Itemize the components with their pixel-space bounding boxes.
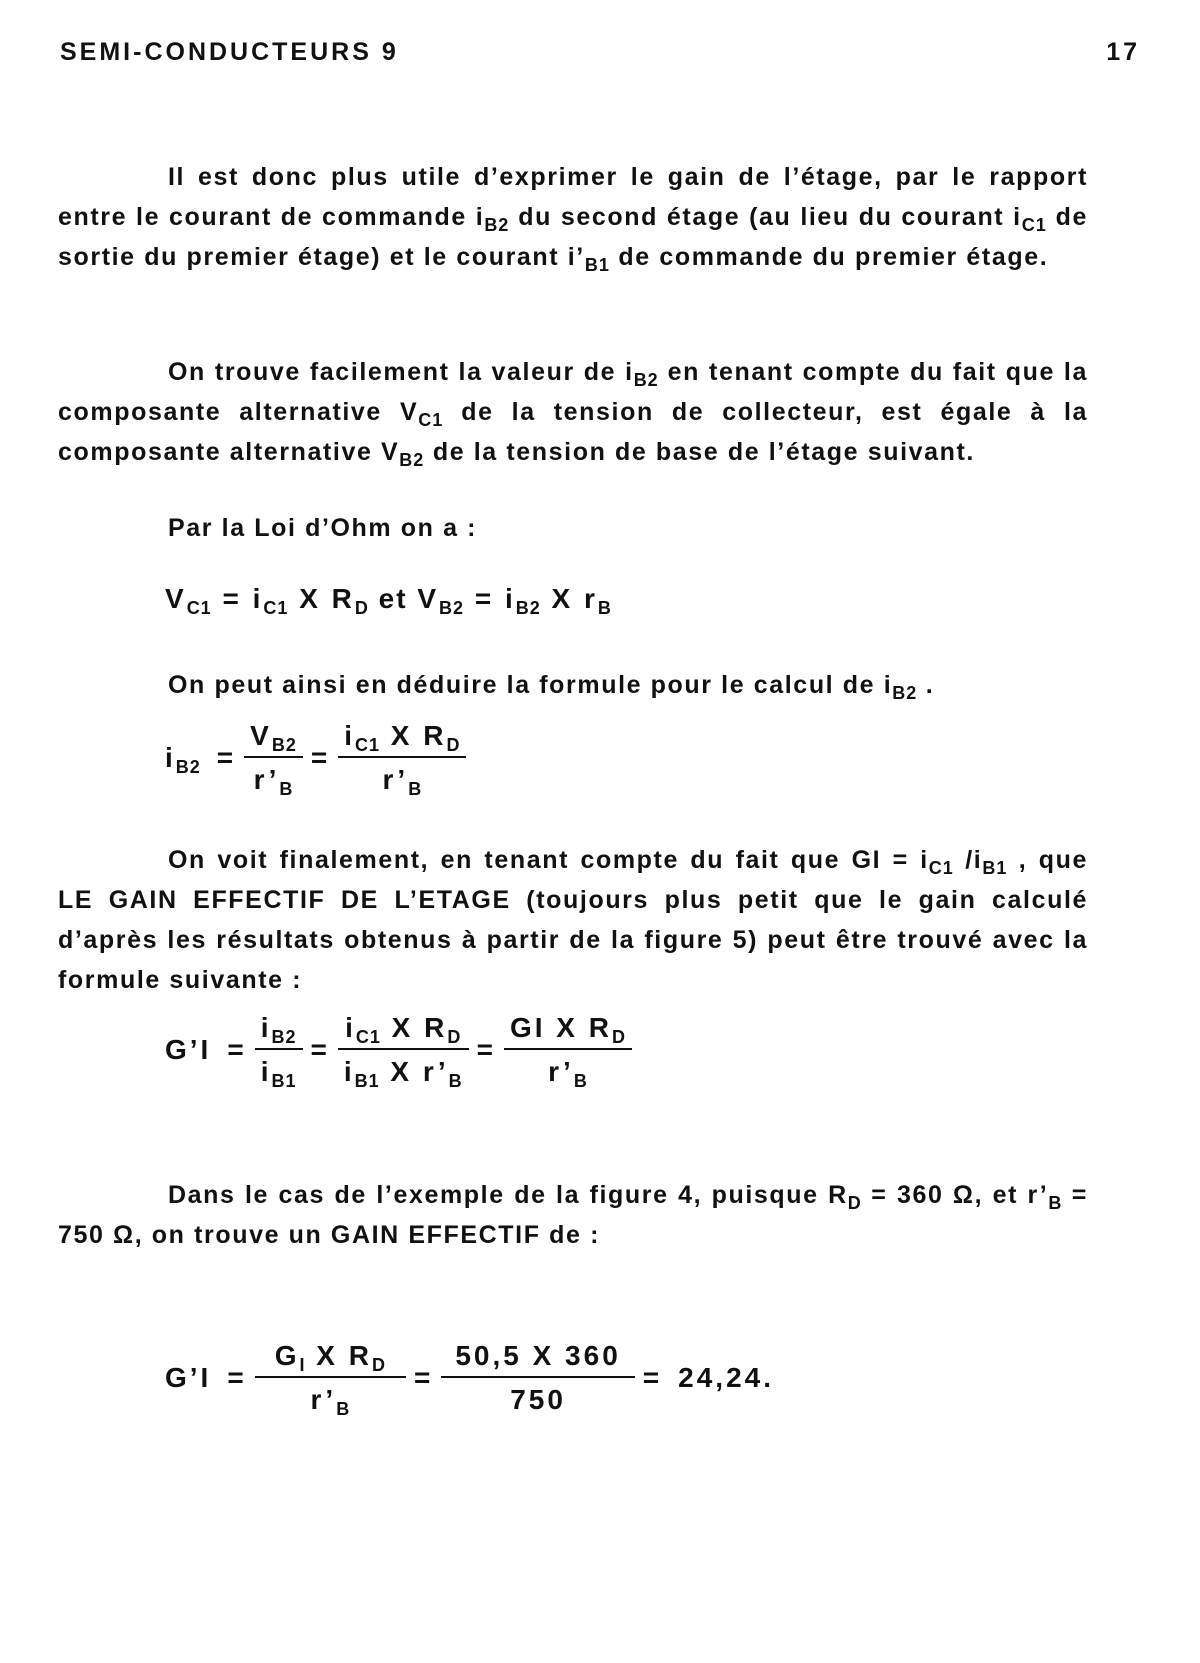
fraction-numeric-values: $\frac{50,5 X 360}{750}$ — [441, 1340, 634, 1416]
paragraph-5: On voit finalement, en tenant compte du fait que GI = $i_{C1}$ $/i_{B1}$ , que LE GAIN EFFECTIF DE L’ETAGE (toujours plus petit que le gain calculé d’après les résultats obtenus à partir de la figure 5) peut être trouvé avec la formule suivante : — [58, 846, 1088, 994]
fraction-ib2-over-ib1: $\frac{i_{B2}}{i_{B1}}$ — [255, 1012, 303, 1088]
paragraph-6: Dans le cas de l’exemple de la figure 4, puisque $R_D = 360$ Ω, et $r’_B = 750$ Ω, on trouve un GAIN EFFECTIF de : — [58, 1181, 1088, 1249]
paragraph-3: Par la Loi d’Ohm on a : — [168, 514, 478, 542]
paragraph-4: On peut ainsi en déduire la formule pour le calcul de $i_{B2}$ . — [168, 671, 935, 703]
paragraph-2: On trouve facilement la valeur de $i_{B2}$ en tenant compte du fait que la composante alternative $V_{C1}$ de la tension de collecteur, est égale à la composante alternative $V_{B2}$ de la tension de base de l’étage suivant. — [58, 358, 1088, 470]
fraction-vb2-over-rb: $\frac{V_{B2}}{r’_B}$ — [244, 720, 303, 796]
page-number: 17 — [1106, 38, 1140, 66]
effective-gain-formula: G’I = $\frac{i_{B2}}{i_{B1}}$ = $\frac{i_{C1} X R_D}{i_{B1} X r’_B}$ = $\frac{GI X R_D}{r’_B}$ — [165, 1012, 632, 1088]
running-title: SEMI-CONDUCTEURS 9 — [60, 38, 399, 66]
fraction-gi-rd-over-rb-numeric: $\frac{G_I X R_D}{r’_B}$ — [255, 1340, 406, 1416]
gain-result: 24,24. — [678, 1362, 774, 1393]
paragraph-1: Il est donc plus utile d’exprimer le gain de l’étage, par le rapport entre le courant de commande $i_{B2}$ du second étage (au lieu du courant $i_{C1}$ de sortie du premier étage) et le courant $i’_{B1}$ de commande du premier étage. — [58, 163, 1089, 275]
fraction-ic1-rd-over-rb: $\frac{i_{C1} X R_D}{r’_B}$ — [338, 720, 466, 796]
numeric-gain-calculation: G’I = $\frac{G_I X R_D}{r’_B}$ = $\frac{50,5 X 360}{750}$ = 24,24. — [165, 1340, 774, 1419]
ib2-formula: $i_{B2}$ = $\frac{V_{B2}}{r’_B}$ = $\frac{i_{C1} X R_D}{r’_B}$ — [165, 720, 466, 796]
fraction-ic1-rd-over-ib1-rb: $\frac{i_{C1} X R_D}{i_{B1} X r’_B}$ — [338, 1012, 469, 1088]
page-header — [60, 38, 1140, 67]
fraction-gi-rd-over-rb: $\frac{GI X R_D}{r’_B}$ — [504, 1012, 632, 1088]
ohm-law-equation: $V_{C1} = i_{C1}$ X $R_D$ et $V_{B2} = i_{B2}$ X $r_B$ — [165, 583, 612, 618]
